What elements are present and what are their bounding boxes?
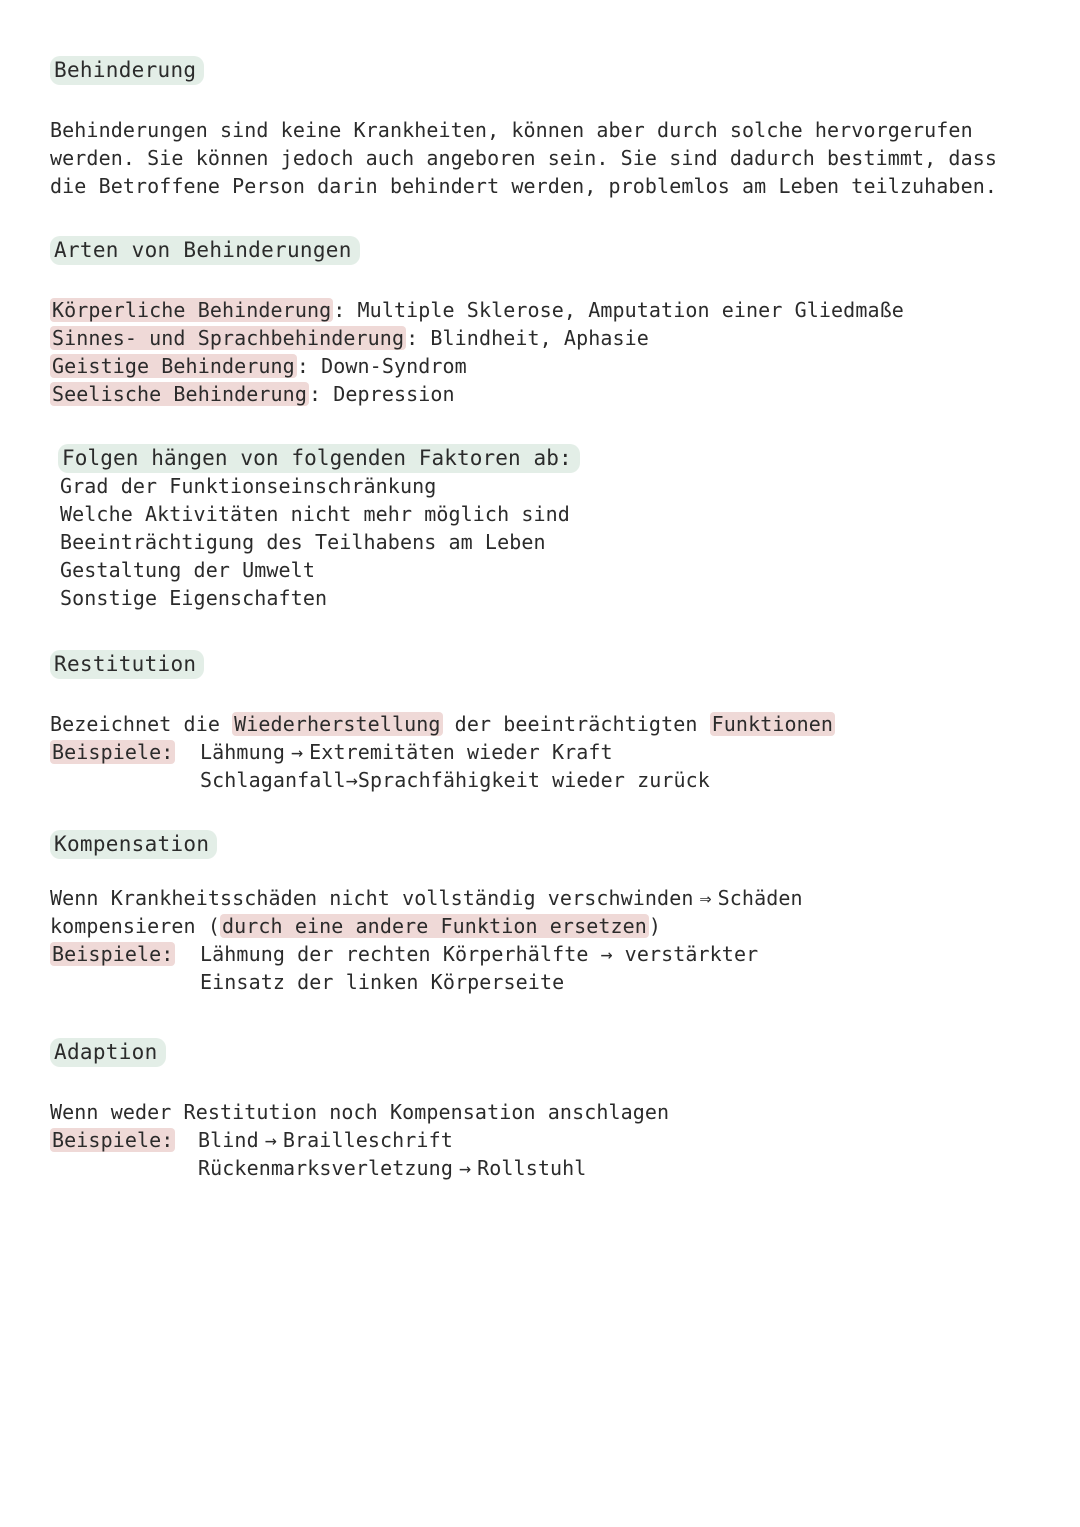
heading-restitution: Restitution: [50, 652, 204, 676]
example-line: Lähmung der rechten Körperhälfte → verstärkter: [200, 942, 759, 966]
text-line: Behinderungen sind keine Krankheiten, können aber durch solche hervorgerufen: [50, 118, 973, 142]
list-item: Geistige Behinderung : Down-Syndrom: [52, 354, 467, 378]
examples-label: Beispiele:: [52, 740, 174, 764]
list-item: Körperliche Behinderung : Multiple Sklerose, Amputation einer Gliedmaße: [52, 298, 904, 322]
arrow-right-icon: →: [600, 942, 613, 966]
examples-label: Beispiele:: [52, 1128, 174, 1152]
arrow-right-icon: →: [345, 768, 358, 792]
heading-kompensation: Kompensation: [50, 832, 217, 856]
list-item: Grad der Funktionseinschränkung: [60, 474, 437, 498]
text-line: die Betroffene Person darin behindert werden, problemlos am Leben teilzuhaben.: [50, 174, 997, 198]
factors-intro: Folgen hängen von folgenden Faktoren ab:: [58, 446, 580, 470]
heading-behinderung: Behinderung: [50, 58, 204, 82]
double-arrow-icon: ⇒: [699, 886, 712, 910]
arrow-right-icon: →: [291, 740, 304, 764]
example-line: Blind → Brailleschrift: [198, 1128, 453, 1152]
list-item: Seelische Behinderung : Depression: [52, 382, 455, 406]
example-line: Rückenmarksverletzung → Rollstuhl: [198, 1156, 587, 1180]
list-item: Sinnes- und Sprachbehinderung : Blindheit, Aphasie: [52, 326, 649, 350]
list-item: Gestaltung der Umwelt: [60, 558, 315, 582]
definition-line: Wenn weder Restitution noch Kompensation anschlagen: [50, 1100, 670, 1124]
example-line: Schlaganfall→Sprachfähigkeit wieder zurück: [200, 768, 710, 792]
heading-adaption: Adaption: [50, 1040, 166, 1064]
definition-line: Wenn Krankheitsschäden nicht vollständig verschwinden ⇒ Schäden: [50, 886, 803, 910]
list-item: Welche Aktivitäten nicht mehr möglich sind: [60, 502, 570, 526]
arrow-right-icon: →: [458, 1156, 472, 1180]
examples-label: Beispiele:: [52, 942, 174, 966]
list-item: Beeinträchtigung des Teilhabens am Leben: [60, 530, 546, 554]
list-item: Sonstige Eigenschaften: [60, 586, 328, 610]
example-line: Lähmung → Extremitäten wieder Kraft: [200, 740, 613, 764]
arrow-right-icon: →: [264, 1128, 277, 1152]
definition-line: Bezeichnet die Wiederherstellung der beeinträchtigten Funktionen: [50, 712, 834, 736]
example-line: Einsatz der linken Körperseite: [200, 970, 565, 994]
text-line: werden. Sie können jedoch auch angeboren sein. Sie sind dadurch bestimmt, dass: [50, 146, 997, 170]
definition-line: kompensieren ( durch eine andere Funktion ersetzen ): [50, 914, 662, 938]
heading-arten: Arten von Behinderungen: [50, 238, 360, 262]
